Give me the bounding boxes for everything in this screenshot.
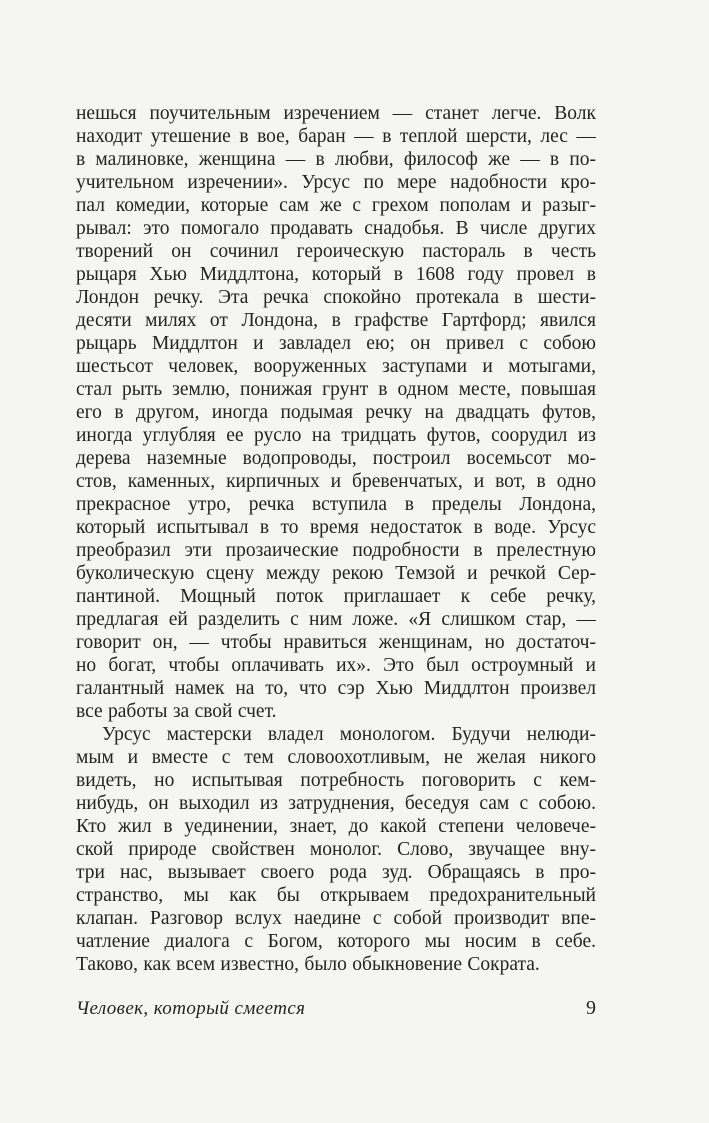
text-line: клапан. Разговор вслух наедине с собой производит впе- xyxy=(76,908,596,929)
running-title: Человек, который смеется xyxy=(76,998,306,1019)
text-line: ской природе свойствен монолог. Слово, звучащее вну- xyxy=(76,839,596,860)
text-line: предлагая ей разделить с ним ложе. «Я слишком стар, — xyxy=(76,609,596,630)
page-text-block xyxy=(76,102,596,976)
text-line: видеть, но испытывая потребность поговорить с кем- xyxy=(76,770,596,791)
text-line: буколическую сцену между рекою Темзой и речкой Сер- xyxy=(76,563,596,584)
text-line: прекрасное утро, речка вступила в пределы Лондона, xyxy=(76,494,596,515)
text-line: преобразил эти прозаические подробности в прелестную xyxy=(76,540,596,561)
text-line: нешься поучительным изречением — станет легче. Волк xyxy=(76,103,596,124)
text-line: пал комедии, которые сам же с грехом пополам и разыг- xyxy=(76,195,596,216)
text-line: творений он сочинил героическую пастораль в честь xyxy=(76,241,596,262)
text-line: иногда углубляя ее русло на тридцать футов, соорудил из xyxy=(76,425,596,446)
page-footer xyxy=(76,997,596,1020)
text-line: галантный намек на то, что сэр Хью Миддлтон произвел xyxy=(76,678,596,699)
text-line: рыцарь Миддлтон и завладел ею; он привел с собою xyxy=(76,333,596,354)
paragraph xyxy=(76,723,596,976)
text-line: дерева наземные водопроводы, построил восемьсот мо- xyxy=(76,448,596,469)
text-line: но богат, чтобы оплачивать их». Это был остроумный и xyxy=(76,655,596,676)
text-line: учительном изречении». Урсус по мере надобности кро- xyxy=(76,172,596,193)
text-line: говорит он, — чтобы нравиться женщинам, но достаточ- xyxy=(76,632,596,653)
text-line: который испытывал в то время недостаток в воде. Урсус xyxy=(76,517,596,538)
text-line: рывал: это помогало продавать снадобья. В числе других xyxy=(76,218,596,239)
text-line: чатление диалога с Богом, которого мы носим в себе. xyxy=(76,931,596,952)
text-line: все работы за свой счет. xyxy=(76,701,277,722)
paragraph xyxy=(76,102,596,723)
text-line: стов, каменных, кирпичных и бревенчатых, и вот, в одно xyxy=(76,471,596,492)
text-line: в малиновке, женщина — в любви, философ же — в по- xyxy=(76,149,596,170)
text-line: Урсус мастерски владел монологом. Будучи нелюди- xyxy=(102,724,596,745)
text-line: находит утешение в вое, баран — в теплой шерсти, лес — xyxy=(76,126,596,147)
text-line: его в другом, иногда подымая речку на двадцать футов, xyxy=(76,402,596,423)
text-line: нибудь, он выходил из затруднения, беседуя сам с собою. xyxy=(76,793,596,814)
text-line: Таково, как всем известно, было обыкновение Сократа. xyxy=(76,954,540,975)
text-line: рыцаря Хью Миддлтона, который в 1608 году провел в xyxy=(76,264,596,285)
text-line: три нас, вызывает своего рода зуд. Обращаясь в про- xyxy=(76,862,596,883)
page-number: 9 xyxy=(586,997,596,1019)
text-line: стал рыть землю, понижая грунт в одном месте, повышая xyxy=(76,379,596,400)
text-line: шестьсот человек, вооруженных заступами и мотыгами, xyxy=(76,356,596,377)
text-line: странство, мы как бы открываем предохранительный xyxy=(76,885,596,906)
text-line: Лондон речку. Эта речка спокойно протекала в шести- xyxy=(76,287,596,308)
text-line: мым и вместе с тем словоохотливым, не желая никого xyxy=(76,747,596,768)
text-line: Кто жил в уединении, знает, до какой степени человече- xyxy=(76,816,596,837)
text-line: десяти милях от Лондона, в графстве Гартфорд; явился xyxy=(76,310,596,331)
text-line: пантиной. Мощный поток приглашает к себе речку, xyxy=(76,586,596,607)
